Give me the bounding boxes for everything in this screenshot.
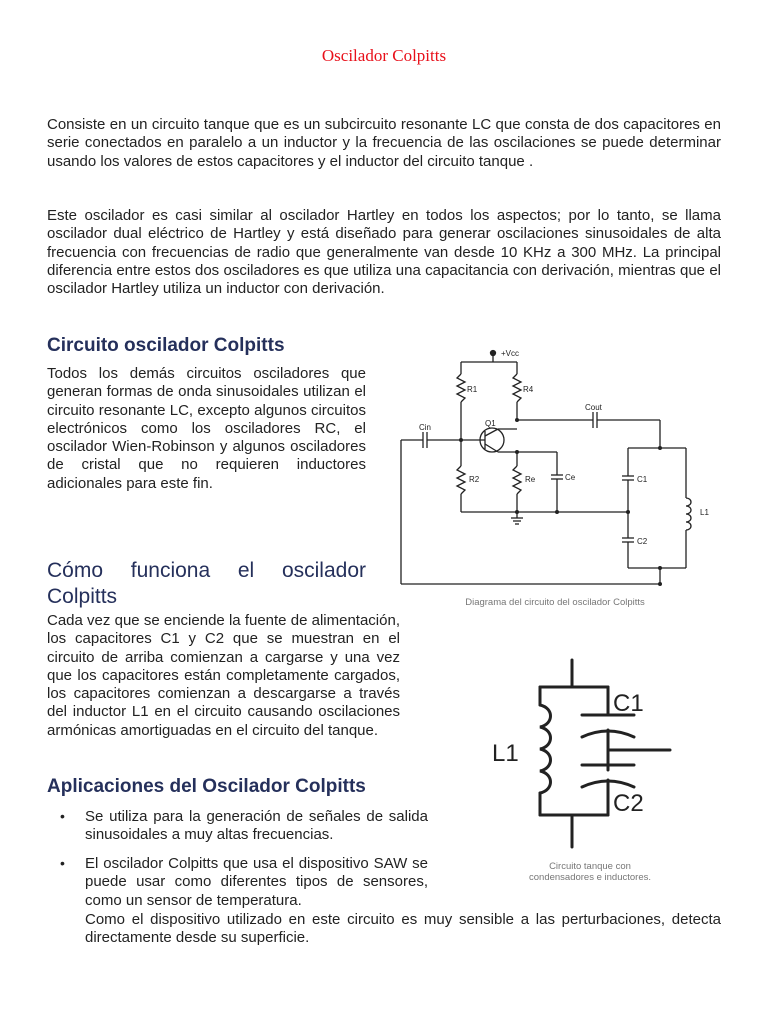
tank-label-l1: L1 bbox=[492, 740, 519, 767]
colpitts-circuit-diagram bbox=[395, 340, 709, 612]
label-r4: R4 bbox=[523, 385, 534, 394]
heading-como-funciona: Cómo funciona el oscilador Colpitts bbox=[47, 559, 366, 608]
diagram-2-caption-line-1: Circuito tanque con bbox=[549, 861, 631, 872]
label-q1: Q1 bbox=[485, 419, 496, 428]
label-vcc: +Vcc bbox=[501, 349, 520, 358]
intro-paragraph-1: Consiste en un circuito tanque que es un subcircuito resonante LC que consta de dos capacitores en serie conectados en paralelo a un inductor y la frecuencia de las oscilaciones se puede determinar usando los valores de estos capacitores y el inductor del circuito tanque . bbox=[47, 116, 721, 170]
diagram-1-caption: Diagrama del circuito del oscilador Colpitts bbox=[465, 597, 645, 608]
bullet-marker-1: • bbox=[60, 808, 65, 824]
bullet-item-2: El oscilador Colpitts que usa el dispositivo SAW se puede usar como diferentes tipos de sensores, como un sensor de temperatura. bbox=[85, 855, 428, 909]
heading-aplicaciones: Aplicaciones del Oscilador Colpitts bbox=[47, 776, 366, 797]
heading-circuito: Circuito oscilador Colpitts bbox=[47, 335, 285, 356]
page-title: Oscilador Colpitts bbox=[321, 46, 447, 65]
label-re: Re bbox=[525, 475, 536, 484]
label-c1: C1 bbox=[637, 475, 648, 484]
bullet-item-1: Se utiliza para la generación de señales de salida sinusoidales a muy altas frecuencias. bbox=[85, 808, 428, 844]
label-r2: R2 bbox=[469, 475, 480, 484]
tank-circuit-diagram bbox=[480, 655, 700, 860]
paragraph-como-funciona: Cada vez que se enciende la fuente de alimentación, los capacitores C1 y C2 que se muestran en el circuito de arriba comienzan a cargarse y una vez que los capacitores están completamente cargados, los capacitores comienzan a descargarse a través del inductor L1 en el circuito causando oscilaciones armónicas amortiguadas en el circuito del tanque. bbox=[47, 612, 400, 739]
label-l1: L1 bbox=[700, 508, 709, 517]
intro-paragraph-2: Este oscilador es casi similar al oscilador Hartley en todos los aspectos; por lo tanto, se llama oscilador dual eléctrico de Hartley y está diseñado para generar oscilaciones sinusoidales de alta frecuencia con frecuencias de radio que generalmente van desde 10 KHz a 300 MHz. La principal diferencia entre estos dos osciladores es que utiliza una capacitancia con derivación, mientras que el oscilador Hartley utiliza un inductor con derivación. bbox=[47, 207, 721, 298]
tank-label-c1: C1 bbox=[613, 690, 644, 717]
diagram-2-caption-line-2: condensadores e inductores. bbox=[529, 872, 651, 883]
paragraph-circuito: Todos los demás circuitos osciladores que generan formas de onda sinusoidales utilizan el circuito resonante LC, excepto algunos circuitos electrónicos como los osciladores RC, el oscilador Wien-Robinson y algunos osciladores de cristal que no requieren inductores adicionales para este fin. bbox=[47, 365, 366, 492]
label-r1: R1 bbox=[467, 385, 478, 394]
label-ce: Ce bbox=[565, 473, 576, 482]
applications-continuation: Como el dispositivo utilizado en este circuito es muy sensible a las perturbaciones, detecta directamente desde su superficie. bbox=[85, 911, 721, 947]
bullet-marker-2: • bbox=[60, 855, 65, 871]
tank-label-c2: C2 bbox=[613, 790, 644, 817]
label-cout: Cout bbox=[585, 403, 602, 412]
diagram-2-caption bbox=[480, 861, 700, 883]
label-cin: Cin bbox=[419, 423, 432, 432]
label-c2: C2 bbox=[637, 537, 648, 546]
